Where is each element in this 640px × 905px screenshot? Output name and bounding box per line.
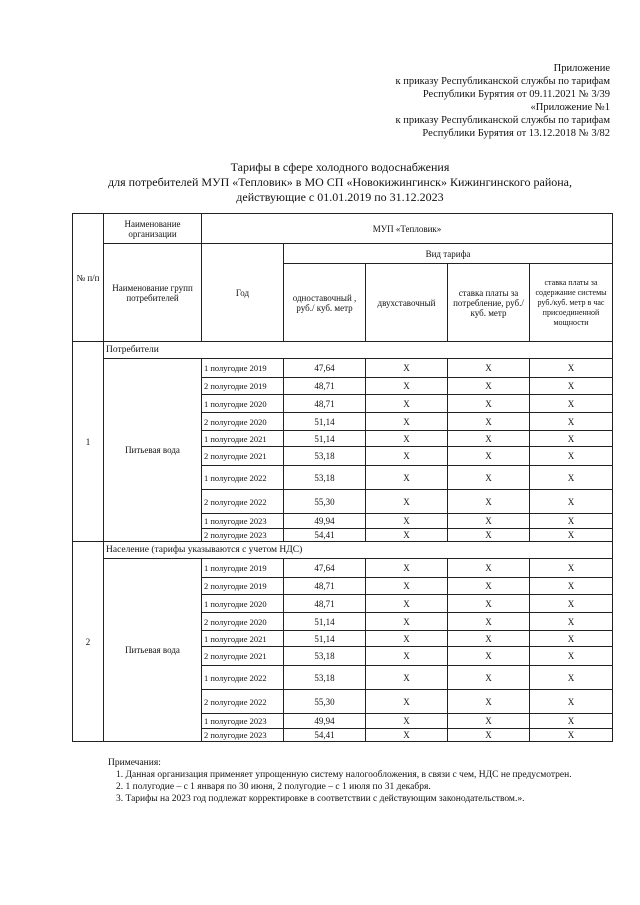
single-rate-value: 47,64 [284, 559, 366, 578]
section-title: Потребители [104, 342, 613, 359]
single-rate-value: 55,30 [284, 490, 366, 514]
header-maintenance-rate: ставка платы за содержание системы руб./куб. метр в час присоединенной мощности [530, 264, 613, 342]
table-row [73, 359, 613, 378]
maintenance-rate-cell: X [530, 647, 613, 666]
period-cell: 1 полугодие 2020 [202, 595, 284, 613]
single-rate-value: 47,64 [284, 359, 366, 378]
section-title: Население (тарифы указываются с учетом НДС) [104, 542, 613, 559]
two-rate-cell: X [366, 514, 448, 529]
two-rate-cell: X [366, 714, 448, 729]
maintenance-rate-cell: X [530, 529, 613, 542]
two-rate-cell: X [366, 559, 448, 578]
maintenance-rate-cell: X [530, 413, 613, 431]
header-line: к приказу Республиканской службы по тарифам [395, 115, 610, 126]
consumption-rate-cell: X [448, 559, 530, 578]
period-cell: 1 полугодие 2020 [202, 395, 284, 413]
single-rate-value: 55,30 [284, 690, 366, 714]
approval-header [395, 62, 610, 140]
title-line-2: для потребителей МУП «Тепловик» в МО СП «Новокижингинск» Кижингинского района, [107, 175, 572, 189]
consumption-rate-cell: X [448, 447, 530, 466]
single-rate-value: 53,18 [284, 647, 366, 666]
notes [108, 757, 613, 805]
header-line: к приказу Республиканской службы по тарифам [395, 76, 610, 87]
consumption-rate-cell: X [448, 613, 530, 631]
row-number: 1 [73, 342, 104, 542]
header-year: Год [202, 244, 284, 342]
single-rate-value: 53,18 [284, 447, 366, 466]
single-rate-value: 54,41 [284, 529, 366, 542]
two-rate-cell: X [366, 413, 448, 431]
consumer-group: Питьевая вода [104, 359, 202, 542]
table-row [73, 559, 613, 578]
consumption-rate-cell: X [448, 490, 530, 514]
two-rate-cell: X [366, 447, 448, 466]
header-line: Республики Бурятия от 09.11.2021 № 3/39 [422, 89, 610, 100]
period-cell: 2 полугодие 2023 [202, 529, 284, 542]
single-rate-value: 48,71 [284, 378, 366, 395]
consumption-rate-cell: X [448, 395, 530, 413]
period-cell: 2 полугодие 2019 [202, 378, 284, 395]
consumption-rate-cell: X [448, 431, 530, 447]
consumption-rate-cell: X [448, 466, 530, 490]
header-number: № п/п [73, 214, 104, 342]
consumption-rate-cell: X [448, 378, 530, 395]
maintenance-rate-cell: X [530, 729, 613, 742]
maintenance-rate-cell: X [530, 714, 613, 729]
consumption-rate-cell: X [448, 578, 530, 595]
header-organization-value: МУП «Тепловик» [202, 214, 613, 244]
period-cell: 1 полугодие 2019 [202, 559, 284, 578]
two-rate-cell: X [366, 690, 448, 714]
maintenance-rate-cell: X [530, 559, 613, 578]
maintenance-rate-cell: X [530, 395, 613, 413]
single-rate-value: 49,94 [284, 514, 366, 529]
header-two-rate: двухставочный [366, 264, 448, 342]
maintenance-rate-cell: X [530, 359, 613, 378]
two-rate-cell: X [366, 666, 448, 690]
maintenance-rate-cell: X [530, 595, 613, 613]
consumption-rate-cell: X [448, 647, 530, 666]
single-rate-value: 49,94 [284, 714, 366, 729]
period-cell: 2 полугодие 2023 [202, 729, 284, 742]
two-rate-cell: X [366, 647, 448, 666]
period-cell: 2 полугодие 2022 [202, 690, 284, 714]
maintenance-rate-cell: X [530, 613, 613, 631]
note-item: 1. Данная организация применяет упрощенную систему налогообложения, в связи с чем, НДС не предусмотрен. [116, 770, 572, 780]
maintenance-rate-cell: X [530, 514, 613, 529]
consumption-rate-cell: X [448, 514, 530, 529]
period-cell: 1 полугодие 2021 [202, 431, 284, 447]
period-cell: 2 полугодие 2019 [202, 578, 284, 595]
consumption-rate-cell: X [448, 359, 530, 378]
two-rate-cell: X [366, 529, 448, 542]
header-tariff-type: Вид тарифа [284, 244, 613, 264]
document-title [60, 160, 620, 205]
period-cell: 1 полугодие 2022 [202, 666, 284, 690]
header-consumer-groups: Наименование групп потребителей [104, 244, 202, 342]
note-item: 3. Тарифы на 2023 год подлежат корректировке в соответствии с действующим законодательством.». [116, 794, 525, 804]
consumption-rate-cell: X [448, 690, 530, 714]
notes-title: Примечания: [108, 758, 161, 768]
two-rate-cell: X [366, 578, 448, 595]
period-cell: 1 полугодие 2022 [202, 466, 284, 490]
maintenance-rate-cell: X [530, 490, 613, 514]
consumption-rate-cell: X [448, 714, 530, 729]
period-cell: 2 полугодие 2020 [202, 613, 284, 631]
single-rate-value: 51,14 [284, 613, 366, 631]
single-rate-value: 53,18 [284, 666, 366, 690]
period-cell: 2 полугодие 2022 [202, 490, 284, 514]
consumption-rate-cell: X [448, 413, 530, 431]
maintenance-rate-cell: X [530, 690, 613, 714]
consumption-rate-cell: X [448, 529, 530, 542]
maintenance-rate-cell: X [530, 578, 613, 595]
two-rate-cell: X [366, 595, 448, 613]
consumption-rate-cell: X [448, 666, 530, 690]
two-rate-cell: X [366, 431, 448, 447]
two-rate-cell: X [366, 631, 448, 647]
title-line-3: действующие с 01.01.2019 по 31.12.2023 [236, 190, 444, 204]
maintenance-rate-cell: X [530, 378, 613, 395]
single-rate-value: 54,41 [284, 729, 366, 742]
period-cell: 2 полугодие 2021 [202, 447, 284, 466]
period-cell: 2 полугодие 2020 [202, 413, 284, 431]
two-rate-cell: X [366, 613, 448, 631]
single-rate-value: 48,71 [284, 578, 366, 595]
period-cell: 1 полугодие 2019 [202, 359, 284, 378]
two-rate-cell: X [366, 729, 448, 742]
maintenance-rate-cell: X [530, 447, 613, 466]
period-cell: 1 полугодие 2023 [202, 714, 284, 729]
consumption-rate-cell: X [448, 729, 530, 742]
header-consumption-rate: ставка платы за потребление, руб./ куб. метр [448, 264, 530, 342]
single-rate-value: 48,71 [284, 595, 366, 613]
two-rate-cell: X [366, 378, 448, 395]
note-item: 2. 1 полугодие – с 1 января по 30 июня, 2 полугодие – с 1 июля по 31 декабря. [116, 782, 431, 792]
period-cell: 1 полугодие 2023 [202, 514, 284, 529]
header-line: Республики Бурятия от 13.12.2018 № 3/82 [422, 128, 610, 139]
period-cell: 2 полугодие 2021 [202, 647, 284, 666]
consumer-group: Питьевая вода [104, 559, 202, 742]
two-rate-cell: X [366, 395, 448, 413]
header-organization: Наименование организации [104, 214, 202, 244]
header-single-rate: одноставочный , руб./ куб. метр [284, 264, 366, 342]
title-line-1: Тарифы в сфере холодного водоснабжения [230, 160, 450, 174]
tariff-table [72, 213, 613, 742]
maintenance-rate-cell: X [530, 431, 613, 447]
single-rate-value: 51,14 [284, 631, 366, 647]
single-rate-value: 51,14 [284, 431, 366, 447]
single-rate-value: 48,71 [284, 395, 366, 413]
header-line: Приложение [553, 63, 610, 74]
single-rate-value: 51,14 [284, 413, 366, 431]
maintenance-rate-cell: X [530, 666, 613, 690]
single-rate-value: 53,18 [284, 466, 366, 490]
consumption-rate-cell: X [448, 595, 530, 613]
header-line: «Приложение №1 [530, 102, 610, 113]
two-rate-cell: X [366, 490, 448, 514]
consumption-rate-cell: X [448, 631, 530, 647]
two-rate-cell: X [366, 359, 448, 378]
maintenance-rate-cell: X [530, 466, 613, 490]
period-cell: 1 полугодие 2021 [202, 631, 284, 647]
two-rate-cell: X [366, 466, 448, 490]
row-number: 2 [73, 542, 104, 742]
maintenance-rate-cell: X [530, 631, 613, 647]
